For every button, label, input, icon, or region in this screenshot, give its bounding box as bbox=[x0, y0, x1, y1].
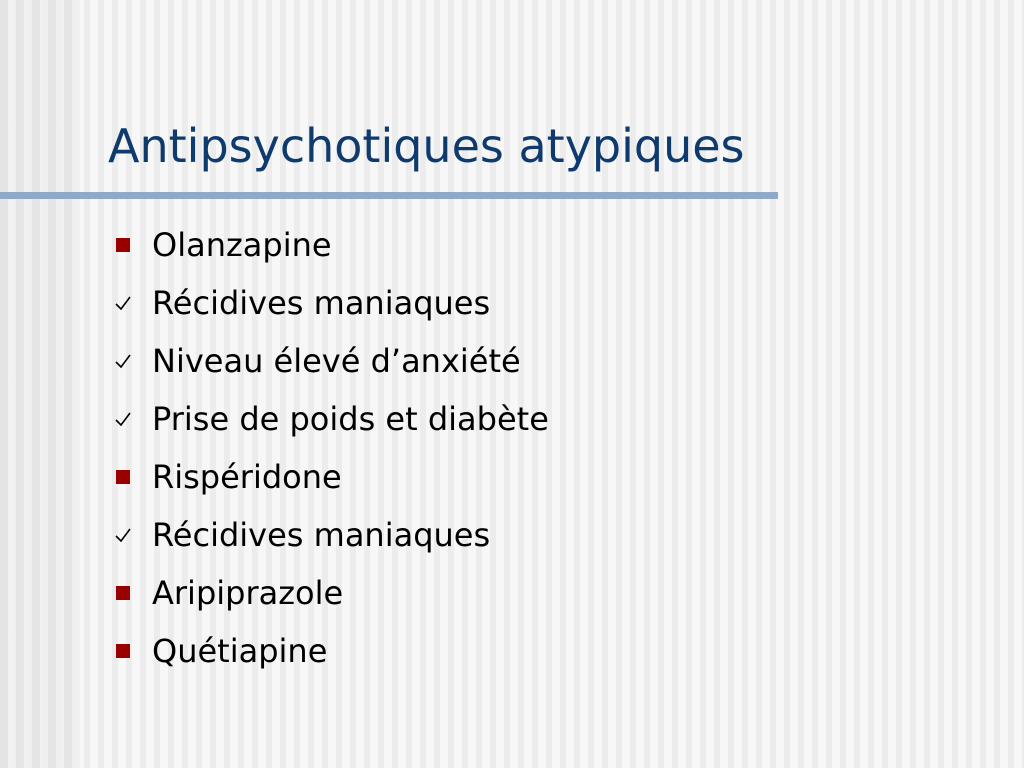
bullet-marker bbox=[112, 238, 152, 252]
list-item bbox=[112, 274, 549, 332]
checkmark-icon bbox=[114, 294, 132, 312]
list-item-text: Niveau élevé d’anxiété bbox=[152, 342, 521, 380]
list-item-text: Prise de poids et diabète bbox=[152, 400, 549, 438]
list-item bbox=[112, 622, 549, 680]
slide-title: Antipsychotiques atypiques bbox=[108, 119, 745, 173]
list-item-text: Récidives maniaques bbox=[152, 516, 491, 554]
list-item bbox=[112, 448, 549, 506]
list-item bbox=[112, 564, 549, 622]
list-item bbox=[112, 216, 549, 274]
bullet-marker bbox=[112, 644, 152, 658]
bullet-marker bbox=[112, 294, 152, 312]
bullet-marker bbox=[112, 526, 152, 544]
checkmark-icon bbox=[114, 410, 132, 428]
bullet-marker bbox=[112, 470, 152, 484]
list-item bbox=[112, 390, 549, 448]
square-bullet-icon bbox=[116, 644, 130, 658]
square-bullet-icon bbox=[116, 470, 130, 484]
list-item-text: Rispéridone bbox=[152, 458, 342, 496]
square-bullet-icon bbox=[116, 586, 130, 600]
bullet-marker bbox=[112, 410, 152, 428]
checkmark-icon bbox=[114, 352, 132, 370]
bullet-marker bbox=[112, 586, 152, 600]
list-item bbox=[112, 332, 549, 390]
bullet-list bbox=[112, 216, 549, 680]
title-underline bbox=[0, 192, 778, 199]
list-item-text: Olanzapine bbox=[152, 226, 332, 264]
bullet-marker bbox=[112, 352, 152, 370]
list-item-text: Récidives maniaques bbox=[152, 284, 491, 322]
list-item bbox=[112, 506, 549, 564]
list-item-text: Aripiprazole bbox=[152, 574, 344, 612]
square-bullet-icon bbox=[116, 238, 130, 252]
checkmark-icon bbox=[114, 526, 132, 544]
list-item-text: Quétiapine bbox=[152, 632, 328, 670]
background-stripes bbox=[0, 0, 80, 768]
